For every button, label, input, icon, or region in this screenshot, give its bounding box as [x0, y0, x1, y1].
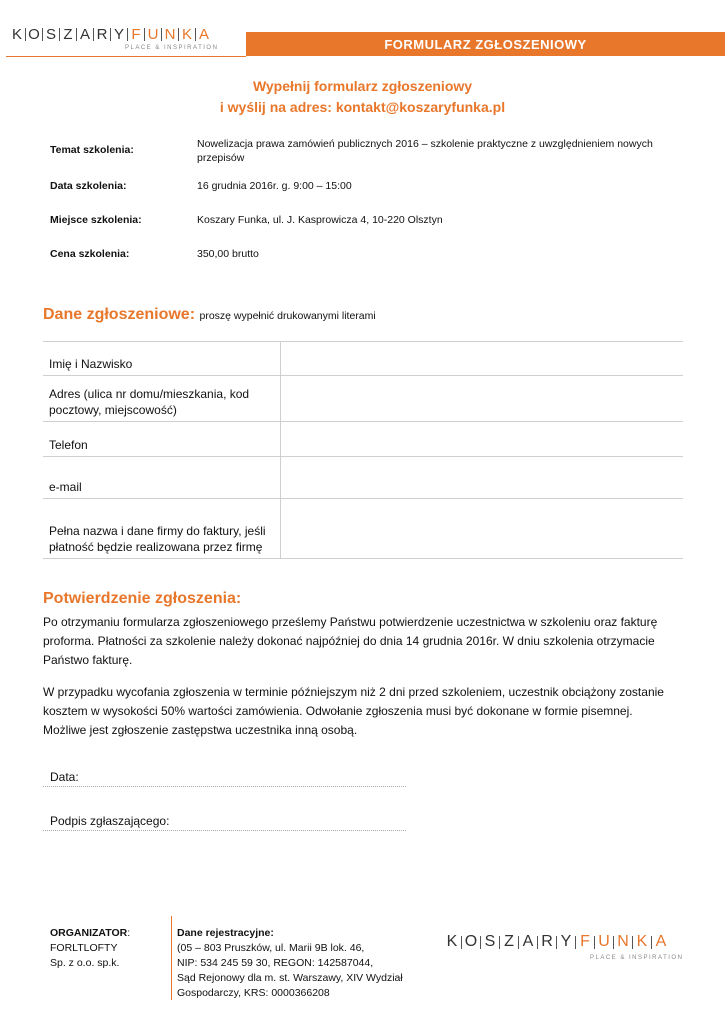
logo-letter: S: [484, 933, 496, 950]
form-label-email: e-mail: [43, 457, 281, 499]
logo-separator: [110, 28, 111, 41]
logo-letter: U: [147, 26, 159, 43]
registration-heading: [43, 306, 376, 324]
confirmation-title: Potwierdzenie zgłoszenia:: [43, 590, 242, 607]
logo-letter: F: [131, 26, 141, 43]
logo-separator: [613, 936, 614, 949]
logo-separator: [195, 28, 196, 41]
form-row-company: [43, 499, 683, 559]
logo-letter: N: [164, 26, 176, 43]
registration-title: Dane zgłoszeniowe:: [43, 306, 196, 323]
logo-letter: K: [446, 933, 458, 950]
logo-letter: O: [28, 26, 40, 43]
footer-logo-tagline: PLACE & INSPIRATION: [590, 955, 684, 961]
logo-letter: N: [617, 933, 629, 950]
info-value-place: Koszary Funka, ul. J. Kasprowicza 4, 10-220 Olsztyn: [197, 214, 443, 226]
header-logo: [10, 26, 211, 43]
logo-letter: R: [541, 933, 553, 950]
footer-registration: [177, 926, 403, 1001]
form-field-email[interactable]: [281, 457, 684, 499]
registration-form: [43, 341, 683, 559]
logo-letter: U: [598, 933, 610, 950]
form-field-company[interactable]: [281, 499, 684, 559]
registration-note: proszę wypełnić drukowanymi literami: [199, 310, 376, 322]
footer-logo: [444, 933, 669, 951]
form-label-name: Imię i Nazwisko: [43, 342, 281, 376]
logo-separator: [594, 936, 595, 949]
footer-organizer: [50, 926, 130, 971]
logo-letter: A: [198, 26, 209, 43]
registration-data-line-2: NIP: 534 245 59 30, REGON: 142587044,: [177, 957, 374, 969]
header-logo-tagline: PLACE & INSPIRATION: [125, 45, 219, 51]
logo-separator: [480, 936, 481, 949]
logo-letter: Y: [560, 933, 572, 950]
info-label-date: Data szkolenia:: [50, 180, 127, 192]
info-value-price: 350,00 brutto: [197, 248, 259, 260]
logo-letter: A: [79, 26, 90, 43]
form-field-name[interactable]: [281, 342, 684, 376]
logo-separator: [518, 936, 519, 949]
info-label-place: Miejsce szkolenia:: [50, 214, 142, 226]
registration-data-line-1: (05 – 803 Pruszków, ul. Marii 9B lok. 46,: [177, 942, 365, 954]
logo-separator: [93, 28, 94, 41]
logo-separator: [632, 936, 633, 949]
logo-separator: [161, 28, 162, 41]
logo-letter: A: [522, 933, 534, 950]
logo-separator: [25, 28, 26, 41]
logo-letter: O: [464, 933, 478, 950]
organizer-colon: :: [127, 927, 131, 939]
registration-data-line-4: Gospodarczy, KRS: 0000366208: [177, 987, 330, 999]
confirmation-paragraph-2: W przypadku wycofania zgłoszenia w terminie późniejszym niż 2 dni przed szkoleniem, uczestnik obciążony zostanie kosztem w wysokości 50% wartości zamówienia. Odwołanie zgłoszenia musi być dokonane w formie pisemnej. Możliwe jest zgłoszenie zastępstwa uczestnika inną osobą.: [43, 685, 664, 737]
logo-separator: [499, 936, 500, 949]
logo-separator: [651, 936, 652, 949]
organizer-line-2: Sp. z o.o. sp.k.: [50, 957, 120, 969]
logo-separator: [575, 936, 576, 949]
form-row-address: [43, 376, 683, 422]
logo-separator: [537, 936, 538, 949]
logo-separator: [461, 936, 462, 949]
form-row-email: [43, 457, 683, 499]
intro-line-2: i wyślij na adres: kontakt@koszaryfunka.pl: [219, 99, 506, 115]
form-field-address[interactable]: [281, 376, 684, 422]
info-value-topic: Nowelizacja prawa zamówień publicznych 2016 – szkolenie praktyczne z uwzględnieniem nowych przepisów: [197, 138, 653, 164]
logo-letter: Z: [63, 26, 73, 43]
info-label-price: Cena szkolenia:: [50, 248, 130, 260]
form-row-phone: [43, 422, 683, 457]
header-rule: [6, 56, 246, 57]
logo-separator: [59, 28, 60, 41]
organizer-title: ORGANIZATOR: [50, 927, 128, 939]
form-label-phone: Telefon: [43, 422, 281, 457]
organizer-line-1: FORLTLOFTY: [50, 942, 118, 954]
logo-letter: R: [96, 26, 108, 43]
registration-data-line-3: Sąd Rejonowy dla m. st. Warszawy, XIV Wydział: [177, 972, 403, 984]
logo-letter: S: [45, 26, 56, 43]
logo-separator: [42, 28, 43, 41]
logo-letter: Z: [504, 933, 514, 950]
footer-divider: [171, 916, 172, 1000]
date-line[interactable]: [43, 786, 406, 787]
form-label-address: Adres (ulica nr domu/mieszkania, kod pocztowy, miejscowość): [43, 376, 281, 422]
registration-data-title: Dane rejestracyjne:: [177, 927, 274, 939]
intro-line-1: Wypełnij formularz zgłoszeniowy: [252, 78, 473, 94]
signature-label: Podpis zgłaszającego:: [50, 814, 170, 828]
confirmation-paragraph-1: Po otrzymaniu formularza zgłoszeniowego prześlemy Państwu potwierdzenie uczestnictwa w szkoleniu oraz fakturę proforma. Płatności za szkolenie należy dokonać najpóźniej do dnia 14 grudnia 2016r. W dniu szkolenia otrzymacie Państwo fakturę.: [43, 615, 658, 667]
signature-line[interactable]: [43, 830, 406, 831]
logo-letter: K: [11, 26, 22, 43]
form-label-company: Pełna nazwa i dane firmy do faktury, jeśli płatność będzie realizowana przez firmę: [43, 499, 281, 559]
form-row-name: [43, 342, 683, 376]
info-value-date: 16 grudnia 2016r. g. 9:00 – 15:00: [197, 180, 352, 192]
header-banner: [246, 32, 725, 56]
logo-separator: [144, 28, 145, 41]
logo-letter: K: [636, 933, 648, 950]
header-banner-text: FORMULARZ ZGŁOSZENIOWY: [384, 36, 587, 52]
date-label: Data:: [50, 770, 79, 784]
logo-separator: [556, 936, 557, 949]
logo-letter: K: [181, 26, 192, 43]
logo-separator: [178, 28, 179, 41]
form-field-phone[interactable]: [281, 422, 684, 457]
logo-letter: F: [580, 933, 590, 950]
logo-letter: Y: [113, 26, 124, 43]
logo-separator: [127, 28, 128, 41]
logo-letter: A: [655, 933, 667, 950]
info-label-topic: Temat szkolenia:: [50, 144, 134, 156]
logo-separator: [76, 28, 77, 41]
